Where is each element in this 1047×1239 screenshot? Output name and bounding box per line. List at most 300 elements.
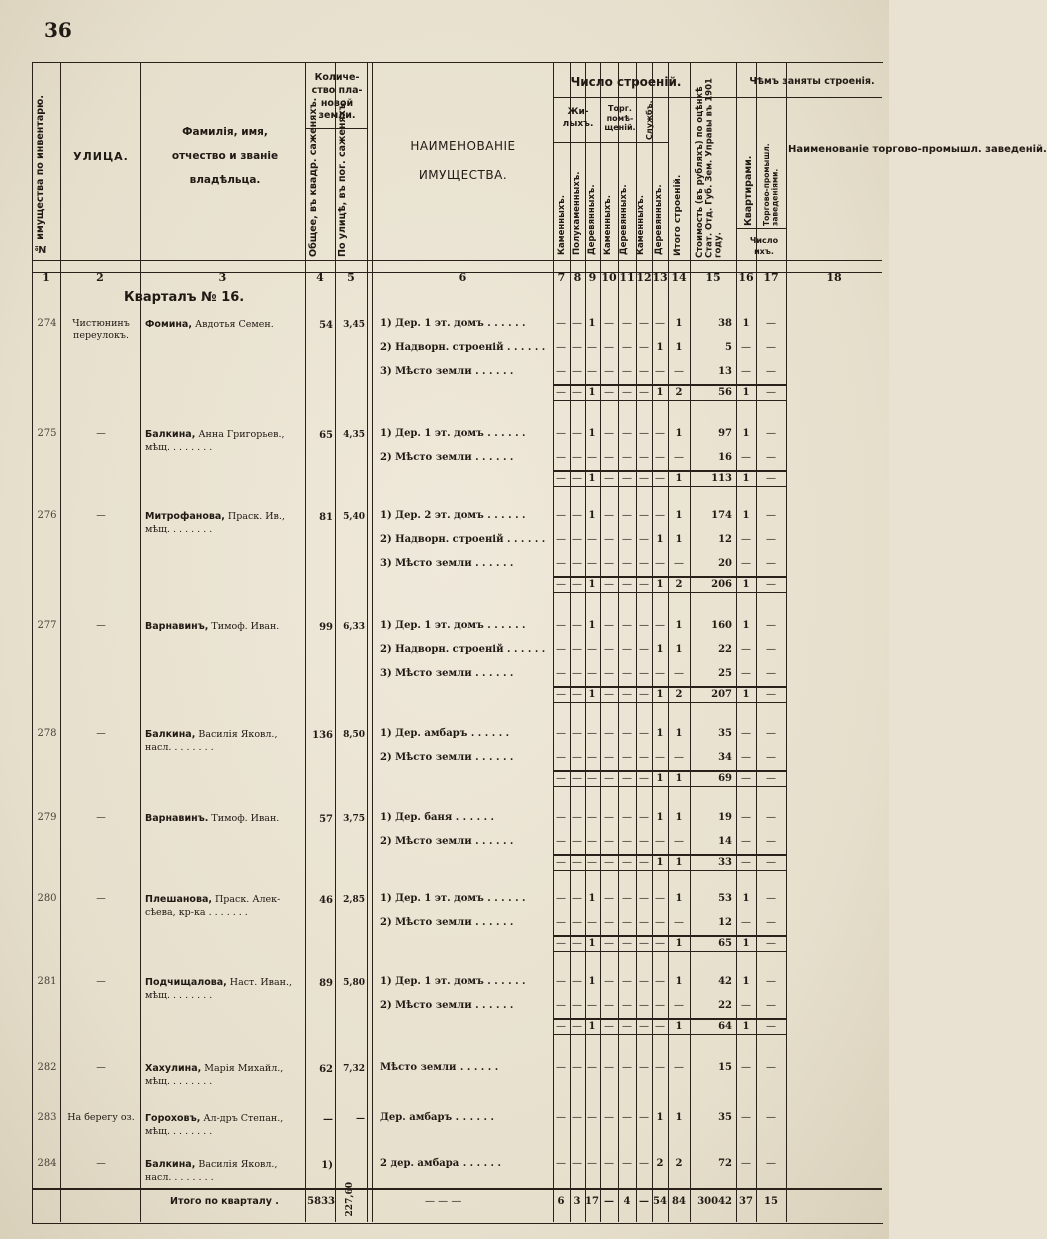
owner-given-name: Праск. Ив., [224, 511, 285, 522]
count-c10: — [604, 773, 614, 784]
count-c10: — [604, 938, 614, 949]
count-c8: — [572, 1000, 582, 1011]
subtotal-line [553, 854, 786, 856]
item-value: 72 [718, 1158, 732, 1169]
item-value: 42 [718, 976, 732, 987]
count-c9: — [587, 1000, 597, 1011]
inventory-number: 277 [37, 620, 57, 631]
property-item: 1) Дер. 1 эт. домъ . . . . . . [380, 893, 526, 904]
count-c14: 2 [675, 1158, 683, 1169]
count-c14: — [674, 366, 684, 377]
land-total: — [323, 1114, 333, 1125]
property-item: 3) Мѣсто земли . . . . . . [380, 558, 514, 569]
count-c7: — [556, 728, 566, 739]
count-c10: — [604, 689, 614, 700]
land-street: 5,40 [343, 512, 365, 522]
column-number: 11 [619, 271, 635, 284]
owner-title: мѣщ. . . . . . . . [145, 990, 213, 1002]
count-c7: — [556, 342, 566, 353]
count-c17: — [766, 558, 776, 569]
count-c13: 1 [656, 579, 664, 590]
item-value: 160 [711, 620, 732, 631]
sum-value: 113 [711, 473, 732, 484]
count-c9: — [587, 534, 597, 545]
count-c9: — [587, 752, 597, 763]
count-c11: — [622, 857, 632, 868]
count-c8: 3 [573, 1196, 581, 1207]
count-c10: — [604, 473, 614, 484]
count-c13: 1 [656, 728, 664, 739]
property-item: 3) Мѣсто земли . . . . . . [380, 366, 514, 377]
property-item: 2) Мѣсто земли . . . . . . [380, 452, 514, 463]
land-total: 57 [319, 814, 333, 825]
count-c11: — [622, 917, 632, 928]
count-c14: 1 [675, 318, 683, 329]
count-c12: — [639, 579, 649, 590]
count-c12: — [639, 1158, 649, 1169]
inventory-number: 274 [37, 318, 57, 329]
count-c13: 2 [656, 1158, 664, 1169]
count-c13: — [655, 620, 665, 631]
count-c12: — [639, 473, 649, 484]
count-c13: 1 [656, 1112, 664, 1123]
count-c11: — [622, 579, 632, 590]
count-c9: 1 [588, 1021, 596, 1032]
count-c8: — [572, 836, 582, 847]
count-c13: 1 [656, 387, 664, 398]
street-name: — [96, 620, 106, 631]
count-c10: — [604, 620, 614, 631]
count-c16: — [741, 342, 751, 353]
count-c9: 1 [588, 510, 596, 521]
owner-title: мѣщ. . . . . . . . [145, 1126, 213, 1138]
count-c16: — [741, 857, 751, 868]
count-c8: — [572, 1021, 582, 1032]
count-c10: — [604, 342, 614, 353]
count-c14: 1 [675, 773, 683, 784]
count-c17: — [766, 452, 776, 463]
count-c12: — [639, 668, 649, 679]
header-owner: Фамилія, имя, отчество и званіе владѣльца. [171, 126, 279, 187]
count-c16: — [741, 1000, 751, 1011]
column-line [668, 62, 669, 1222]
owner-title: насл. . . . . . . . [145, 1172, 214, 1184]
inventory-number: 280 [37, 893, 57, 904]
total-property: — — — [425, 1196, 462, 1207]
count-c13: 1 [656, 773, 664, 784]
count-c13: — [655, 938, 665, 949]
column-number: 9 [588, 271, 597, 284]
count-c14: 84 [672, 1196, 686, 1207]
count-c14: — [674, 558, 684, 569]
count-c10: — [604, 976, 614, 987]
count-c16: 1 [742, 387, 750, 398]
owner-surname: Митрофанова, [145, 511, 225, 522]
street-name: — [96, 893, 106, 904]
count-c16: — [741, 1158, 751, 1169]
count-c16: 1 [742, 473, 750, 484]
count-c7: — [556, 510, 566, 521]
header-street: УЛИЦА. [73, 150, 129, 163]
owner [145, 1112, 303, 1139]
count-c14: 1 [675, 473, 683, 484]
land-street: 3,45 [343, 320, 365, 330]
sum-value: 64 [718, 1021, 732, 1032]
land-street: 3,75 [343, 814, 365, 824]
item-value: 20 [718, 558, 732, 569]
count-c12: — [639, 644, 649, 655]
count-c8: — [572, 668, 582, 679]
property-item: 1) Дер. баня . . . . . . [380, 812, 495, 823]
count-c14: — [674, 836, 684, 847]
count-c11: — [622, 976, 632, 987]
count-c13: — [655, 752, 665, 763]
count-c17: 15 [764, 1196, 778, 1207]
land-total: 99 [319, 622, 333, 633]
owner-surname: Балкина, [145, 1159, 196, 1170]
header-living: Жи-лыхъ. [562, 107, 594, 130]
count-c11: — [622, 752, 632, 763]
count-c12: — [639, 428, 649, 439]
header-trade-wooden: Деревянныхъ. [619, 184, 629, 255]
item-value: 22 [718, 644, 732, 655]
count-c14: — [674, 668, 684, 679]
count-c7: — [556, 579, 566, 590]
count-c17: — [766, 366, 776, 377]
count-c12: — [639, 558, 649, 569]
count-c11: — [622, 644, 632, 655]
count-c11: — [622, 1158, 632, 1169]
count-c12: — [639, 976, 649, 987]
street-name: — [96, 812, 106, 823]
count-c14: 1 [675, 510, 683, 521]
count-c12: — [639, 938, 649, 949]
count-c12: — [639, 917, 649, 928]
count-c13: 1 [656, 644, 664, 655]
count-c7: — [556, 1158, 566, 1169]
count-c7: — [556, 644, 566, 655]
item-value: 97 [718, 428, 732, 439]
header-value: Стоимость (въ рубляхъ) по оцѣнкѣ Стат. Отд. Губ. Зем. Управы въ 1901 году. [695, 78, 724, 258]
count-c16: — [741, 1062, 751, 1073]
owner-given-name: Тимоф. Иван. [208, 621, 280, 632]
count-c13: — [655, 893, 665, 904]
count-c16: — [741, 812, 751, 823]
column-line [60, 62, 61, 1222]
count-c16: — [741, 836, 751, 847]
owner-title: мѣщ. . . . . . . . [145, 1076, 213, 1088]
count-c12: — [639, 689, 649, 700]
count-c11: — [622, 428, 632, 439]
count-c16: 1 [742, 893, 750, 904]
count-c16: 37 [739, 1196, 753, 1207]
count-c13: 1 [656, 534, 664, 545]
count-c17: — [766, 1000, 776, 1011]
count-c12: — [639, 812, 649, 823]
count-c10: — [604, 644, 614, 655]
count-c14: — [674, 1000, 684, 1011]
count-c13: — [655, 452, 665, 463]
column-line [736, 62, 737, 1222]
count-c14: 1 [675, 428, 683, 439]
count-c9: — [587, 917, 597, 928]
owner-given-name: Василія Яковл., [195, 729, 278, 740]
count-c17: — [766, 938, 776, 949]
count-c11: — [622, 342, 632, 353]
count-c7: — [556, 1000, 566, 1011]
count-c9: — [587, 1112, 597, 1123]
count-c16: 1 [742, 318, 750, 329]
land-total: 89 [319, 978, 333, 989]
count-c13: — [655, 1062, 665, 1073]
count-c11: — [622, 1062, 632, 1073]
count-c8: — [572, 938, 582, 949]
subtotal-bottom-line [553, 592, 786, 593]
count-c12: — [639, 318, 649, 329]
count-c9: 1 [588, 579, 596, 590]
column-line [367, 62, 368, 1222]
column-line [786, 62, 787, 1222]
total-land-street: 227,60 [345, 1182, 355, 1217]
column-line [553, 62, 554, 1222]
column-number: 3 [218, 271, 227, 284]
count-c14: 1 [675, 976, 683, 987]
count-c17: — [766, 1062, 776, 1073]
owner-given-name: Праск. Алек- [211, 894, 281, 905]
column-number: 14 [671, 271, 687, 284]
owner [145, 428, 303, 455]
count-c7: 6 [557, 1196, 565, 1207]
count-c14: — [674, 1062, 684, 1073]
count-c8: — [572, 917, 582, 928]
count-c17: — [766, 534, 776, 545]
count-c12: — [639, 510, 649, 521]
sum-value: 207 [711, 689, 732, 700]
land-street: 5,80 [343, 978, 365, 988]
count-c10: — [604, 510, 614, 521]
count-c7: — [556, 1021, 566, 1032]
count-c7: — [556, 473, 566, 484]
owner-title: мѣщ. . . . . . . . [145, 524, 213, 536]
header-land-total: Общее, въ квадр. саженяхъ. [308, 97, 319, 257]
count-c8: — [572, 452, 582, 463]
inventory-number: 283 [37, 1112, 57, 1123]
count-c11: — [622, 366, 632, 377]
count-c8: — [572, 620, 582, 631]
owner [145, 318, 303, 331]
count-c16: — [741, 452, 751, 463]
owner-given-name: Наст. Иван., [226, 977, 293, 988]
land-street: 2,85 [343, 895, 365, 905]
owner-surname: Фомина, [145, 319, 192, 330]
land-total: 46 [319, 895, 333, 906]
item-value: 12 [718, 534, 732, 545]
count-c11: 4 [623, 1196, 631, 1207]
land-total: 1) [321, 1160, 333, 1171]
column-line [600, 62, 601, 1222]
count-c7: — [556, 428, 566, 439]
count-c8: — [572, 510, 582, 521]
sum-value: 33 [718, 857, 732, 868]
header-inventory: № имущества по инвентарю. [35, 95, 46, 254]
count-c16: — [741, 558, 751, 569]
column-number: 1 [42, 271, 50, 284]
item-value: 34 [718, 752, 732, 763]
count-c17: — [766, 1158, 776, 1169]
count-c7: — [556, 893, 566, 904]
header-living-wooden: Деревянныхъ. [587, 184, 597, 255]
land-total: 62 [319, 1064, 333, 1075]
count-c13: — [655, 1000, 665, 1011]
count-c17: — [766, 510, 776, 521]
subtotal-line [553, 1018, 786, 1020]
count-c12: — [639, 387, 649, 398]
count-c16: — [741, 773, 751, 784]
property-item: 2) Мѣсто земли . . . . . . [380, 917, 514, 928]
count-c13: — [655, 917, 665, 928]
sum-value: 56 [718, 387, 732, 398]
header-land: Количе-ство пла-новой земли. [311, 72, 363, 122]
count-c11: — [622, 728, 632, 739]
property-item: 3) Мѣсто земли . . . . . . [380, 668, 514, 679]
count-c10: — [604, 387, 614, 398]
subtotal-bottom-line [553, 951, 786, 952]
count-c16: — [741, 917, 751, 928]
property-item: 2) Мѣсто земли . . . . . . [380, 836, 514, 847]
count-c8: — [572, 689, 582, 700]
property-item: 1) Дер. 1 эт. домъ . . . . . . [380, 976, 526, 987]
owner-given-name: Анна Григорьев., [195, 429, 285, 440]
header-trade-name: Наименованіе торгово-промышл. заведеній. [788, 144, 1047, 155]
owner [145, 1158, 303, 1185]
item-value: 19 [718, 812, 732, 823]
count-c10: — [604, 366, 614, 377]
count-c7: — [556, 620, 566, 631]
count-c11: — [622, 452, 632, 463]
count-c10: — [604, 1021, 614, 1032]
count-c14: 1 [675, 644, 683, 655]
item-value: 14 [718, 836, 732, 847]
count-c13: 1 [656, 689, 664, 700]
count-c9: — [587, 558, 597, 569]
owner-given-name: Марія Михайл., [201, 1063, 284, 1074]
item-value: 53 [718, 893, 732, 904]
count-c17: — [766, 1021, 776, 1032]
count-c13: 1 [656, 857, 664, 868]
owner-given-name: Тимоф. Иван. [208, 813, 280, 824]
column-number: 6 [458, 271, 467, 284]
count-c9: — [587, 342, 597, 353]
street-name: — [96, 1158, 106, 1169]
land-total: 65 [319, 430, 333, 441]
count-c11: — [622, 773, 632, 784]
count-c9: — [587, 728, 597, 739]
count-c17: — [766, 342, 776, 353]
count-c9: 1 [588, 893, 596, 904]
count-c10: — [604, 1196, 614, 1207]
count-c14: 1 [675, 620, 683, 631]
count-c7: — [556, 976, 566, 987]
count-c8: — [572, 366, 582, 377]
count-c8: — [572, 773, 582, 784]
inventory-number: 278 [37, 728, 57, 739]
count-c8: — [572, 1112, 582, 1123]
count-c9: 1 [588, 387, 596, 398]
count-c11: — [622, 938, 632, 949]
owner [145, 1062, 303, 1089]
inventory-number: 281 [37, 976, 57, 987]
count-c11: — [622, 318, 632, 329]
property-item: 2 дер. амбара . . . . . . [380, 1158, 501, 1169]
count-c12: — [639, 534, 649, 545]
count-c11: — [622, 1021, 632, 1032]
count-c14: 2 [675, 689, 683, 700]
owner-given-name: Авдотья Семен. [191, 319, 274, 330]
count-c16: 1 [742, 579, 750, 590]
item-value: 35 [718, 728, 732, 739]
header-apartments: Квартирами. [743, 155, 754, 226]
header-service: Службъ. [645, 100, 654, 140]
count-c8: — [572, 812, 582, 823]
count-c13: 54 [653, 1196, 667, 1207]
sum-value: 69 [718, 773, 732, 784]
owner-surname: Варнавинъ. [145, 813, 209, 824]
column-number: 17 [763, 271, 779, 284]
owner [145, 812, 303, 825]
subtotal-bottom-line [553, 702, 786, 703]
count-c12: — [639, 728, 649, 739]
page-number: 36 [44, 18, 72, 42]
count-c13: — [655, 473, 665, 484]
column-number: 5 [347, 271, 355, 284]
count-c16: 1 [742, 938, 750, 949]
header-living-halfstone: Полукаменныхъ. [572, 171, 582, 255]
item-value: 13 [718, 366, 732, 377]
count-c16: — [741, 668, 751, 679]
count-c9: 1 [588, 473, 596, 484]
count-c7: — [556, 318, 566, 329]
count-c8: — [572, 534, 582, 545]
property-item: 1) Дер. амбаръ . . . . . . [380, 728, 510, 739]
count-c11: — [622, 473, 632, 484]
subtotal-bottom-line [553, 1034, 786, 1035]
count-c13: — [655, 318, 665, 329]
header-living-stone: Каменныхъ. [557, 195, 567, 255]
count-c16: — [741, 644, 751, 655]
count-c9: 1 [588, 938, 596, 949]
count-c12: — [639, 366, 649, 377]
subtotal-line [553, 935, 786, 937]
property-item: 2) Надворн. строеній . . . . . . [380, 644, 546, 655]
column-number: 12 [636, 271, 652, 284]
inventory-number: 275 [37, 428, 57, 439]
count-c7: — [556, 752, 566, 763]
count-c9: — [587, 644, 597, 655]
street-name: — [96, 976, 106, 987]
count-c11: — [622, 689, 632, 700]
count-c14: 1 [675, 1021, 683, 1032]
count-c7: — [556, 836, 566, 847]
count-c14: 1 [675, 893, 683, 904]
subtotal-line [553, 686, 786, 688]
count-c10: — [604, 534, 614, 545]
count-c10: — [604, 579, 614, 590]
count-c16: 1 [742, 689, 750, 700]
count-c10: — [604, 1158, 614, 1169]
count-c8: — [572, 318, 582, 329]
count-c8: — [572, 976, 582, 987]
land-street: 8,50 [343, 730, 365, 740]
